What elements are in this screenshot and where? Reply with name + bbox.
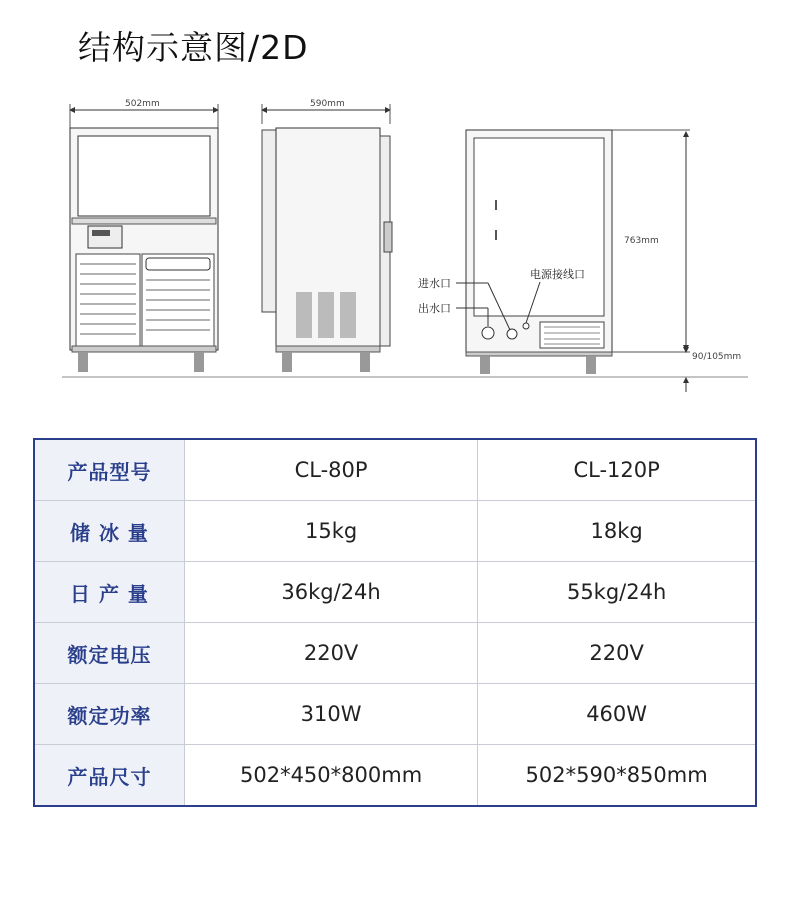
cell-power-b: 460W [478,684,756,745]
height-label: 763mm [624,236,659,246]
row-label: 产品尺寸 [34,745,184,807]
cell-voltage-b: 220V [478,623,756,684]
water-inlet-label: 进水口 [418,277,451,290]
table-row [34,745,756,807]
structure-diagram [0,90,790,400]
cell-storage-b: 18kg [478,501,756,562]
legs-label: 90/105mm [692,352,742,362]
rear-view [418,130,741,392]
front-width-label: 502mm [125,99,160,109]
table-row [34,562,756,623]
cell-output-b: 55kg/24h [478,562,756,623]
table-row [34,439,756,501]
row-label: 额定电压 [34,623,184,684]
cell-model-a: CL-80P [184,439,477,501]
cell-model-b: CL-120P [478,439,756,501]
water-outlet-label: 出水口 [418,302,451,315]
row-label: 产品型号 [34,439,184,501]
table-row [34,684,756,745]
cell-size-a: 502*450*800mm [184,745,477,807]
row-label: 储 冰 量 [34,501,184,562]
spec-table [33,438,757,807]
power-port-label: 电源接线口 [530,268,585,281]
cell-output-a: 36kg/24h [184,562,477,623]
side-depth-label: 590mm [310,99,345,109]
cell-voltage-a: 220V [184,623,477,684]
cell-size-b: 502*590*850mm [525,763,708,787]
cell-storage-a: 15kg [184,501,477,562]
front-view [70,99,218,372]
cell-power-a: 310W [184,684,477,745]
page-title: 结构示意图/2D [78,28,309,67]
row-label: 日 产 量 [34,562,184,623]
table-row [34,501,756,562]
side-view [262,99,392,372]
table-row [34,623,756,684]
row-label: 额定功率 [34,684,184,745]
